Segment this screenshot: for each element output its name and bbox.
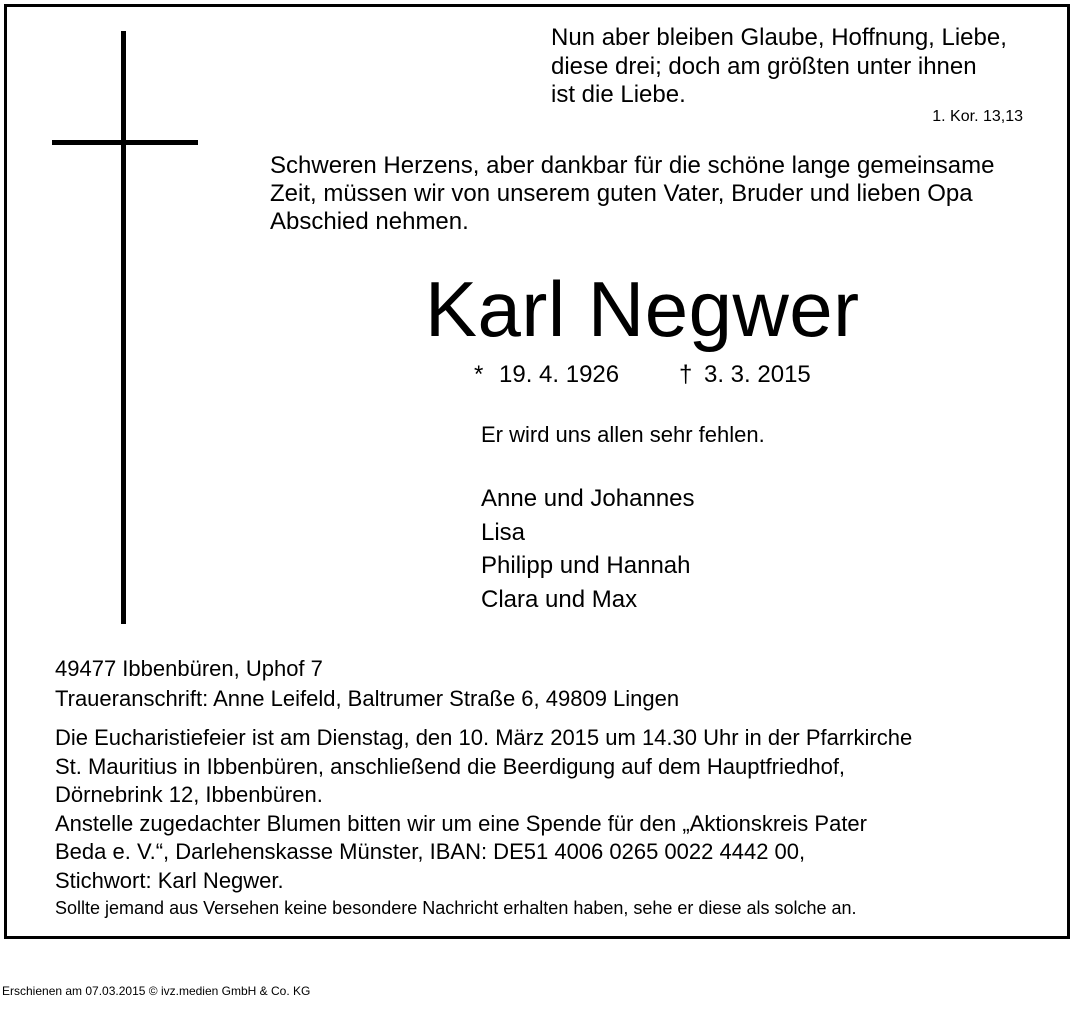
quote-line: diese drei; doch am größten unter ihnen [551,52,977,80]
intro-line: Schweren Herzens, aber dankbar für die schöne lange gemeinsame [270,152,995,179]
bible-quote [551,24,1051,110]
mourning-address: Traueranschrift: Anne Leifeld, Baltrumer Straße 6, 49809 Lingen [55,686,680,711]
deceased-name: Karl Negwer [425,265,860,353]
mourner-name: Lisa [481,518,526,546]
mourner-name: Clara und Max [481,585,638,613]
notification-notice: Sollte jemand aus Versehen keine besondere Nachricht erhalten haben, sehe er diese als solche an. [55,898,857,918]
residence-address: 49477 Ibbenbüren, Uphof 7 [55,656,323,681]
donation-line: Stichwort: Karl Negwer. [55,867,284,893]
death-date-line [679,360,811,390]
intro-line: Abschied nehmen. [270,208,469,235]
address-block [55,654,679,714]
mourner-name: Philipp und Hannah [481,552,691,579]
birth-star-icon: * [474,361,484,388]
service-line: Dörnebrink 12, Ibbenbüren. [55,782,323,807]
donation-line: Anstelle zugedachter Blumen bitten wir um eine Spende für den „Aktionskreis Pater [55,810,867,836]
cross-icon-vertical-bar [121,31,126,624]
birth-date: 19. 4. 1926 [499,361,620,388]
death-date: 3. 3. 2015 [704,361,811,388]
birth-date-line [474,360,619,390]
mourner-name: Anne und Johannes [481,485,695,512]
publication-footer: Erschienen am 07.03.2015 © ivz.medien GmbH & Co. KG [2,984,311,998]
mourners-list [481,482,695,616]
service-details [55,724,912,895]
intro-text [270,152,1060,236]
intro-line: Zeit, müssen wir von unserem guten Vater, Bruder und lieben Opa [270,180,973,207]
service-line: St. Mauritius in Ibbenbüren, anschließend die Beerdigung auf dem Hauptfriedhof, [55,753,846,779]
quote-reference: 1. Kor. 13,13 [932,108,1023,125]
missed-text: Er wird uns allen sehr fehlen. [481,422,765,447]
donation-line: Beda e. V.“, Darlehenskasse Münster, IBAN: DE51 4006 0265 0022 4442 00, [55,839,806,864]
service-line: Die Eucharistiefeier ist am Dienstag, den 10. März 2015 um 14.30 Uhr in der Pfarrkirche [55,725,913,750]
death-cross-icon: † [679,361,693,388]
quote-line: Nun aber bleiben Glaube, Hoffnung, Liebe, [551,24,1007,51]
quote-line: ist die Liebe. [551,81,686,108]
cross-icon-horizontal-bar [52,140,198,145]
